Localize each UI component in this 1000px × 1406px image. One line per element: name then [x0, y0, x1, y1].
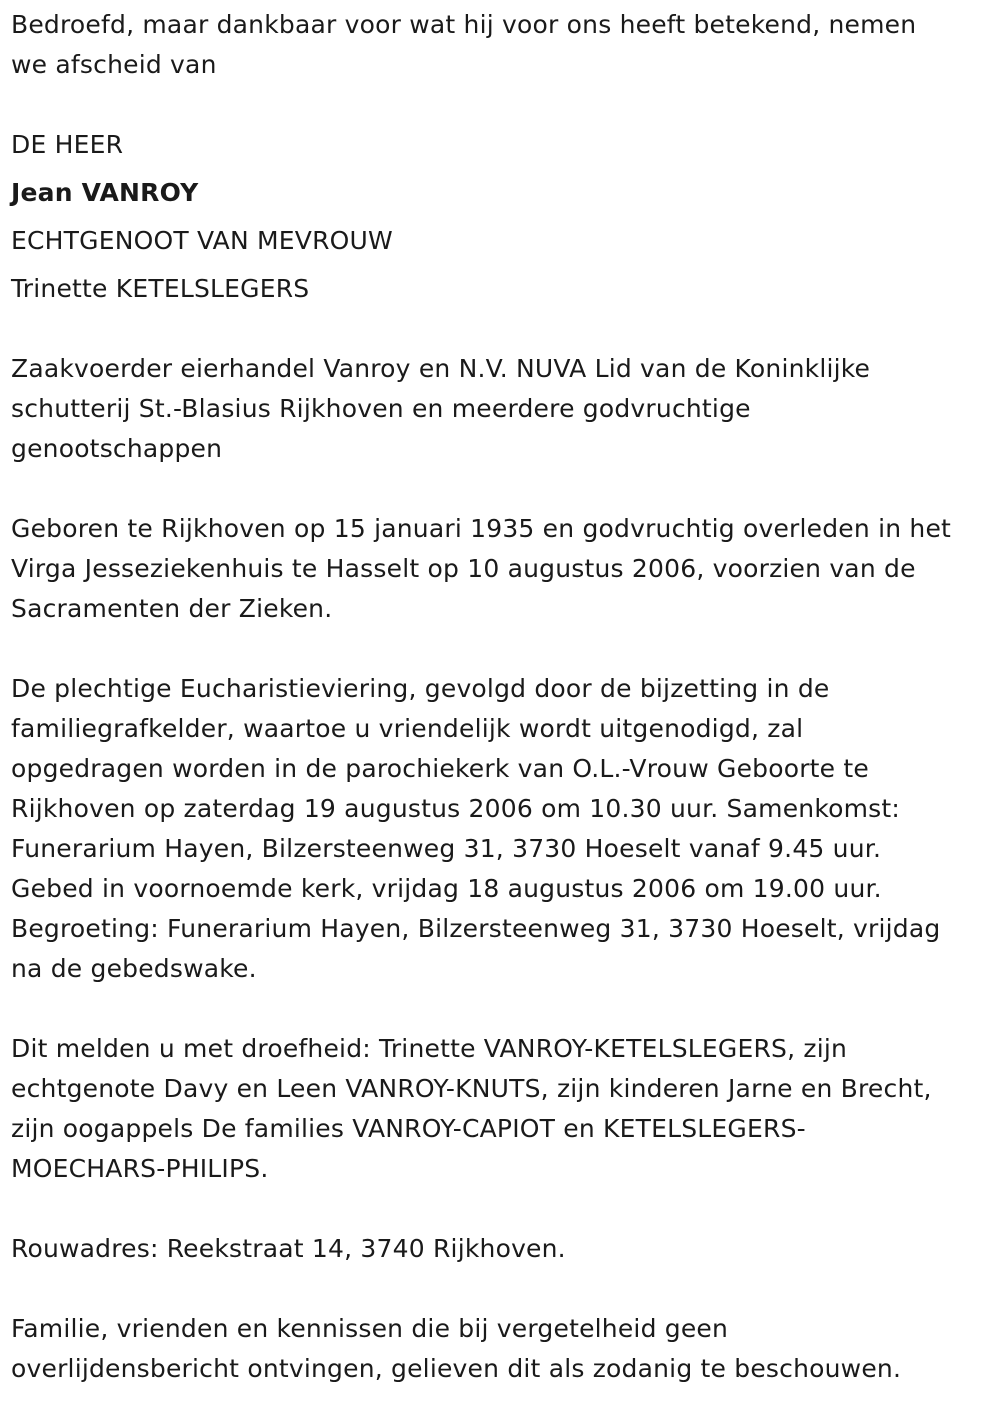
birth-death-line: Virga Jesseziekenhuis te Hasselt op 10 augustus 2006, voorzien van de	[11, 554, 916, 583]
intro-line: we afscheid van	[11, 50, 217, 79]
ceremony-line: familiegrafkelder, waartoe u vriendelijk wordt uitgenodigd, zal	[11, 714, 804, 743]
birth-death-line: Sacramenten der Zieken.	[11, 594, 333, 623]
spouse-label: ECHTGENOOT VAN MEVROUW	[11, 226, 393, 255]
deceased-name: Jean VANROY	[11, 178, 199, 207]
occupation-line: genootschappen	[11, 434, 223, 463]
ceremony-line: Rijkhoven op zaterdag 19 augustus 2006 om 10.30 uur. Samenkomst:	[11, 794, 901, 823]
ceremony-line: opgedragen worden in de parochiekerk van O.L.-Vrouw Geboorte te	[11, 754, 869, 783]
ceremony-line: na de gebedswake.	[11, 954, 257, 983]
ceremony-line: Gebed in voornoemde kerk, vrijdag 18 augustus 2006 om 19.00 uur.	[11, 874, 882, 903]
family-line: zijn oogappels De families VANROY-CAPIOT en KETELSLEGERS-	[11, 1114, 806, 1143]
deceased-title: DE HEER	[11, 130, 124, 159]
family-line: Dit melden u met droefheid: Trinette VANROY-KETELSLEGERS, zijn	[11, 1034, 848, 1063]
family-line: MOECHARS-PHILIPS.	[11, 1154, 269, 1183]
closing-line: overlijdensbericht ontvingen, gelieven dit als zodanig te beschouwen.	[11, 1354, 902, 1383]
ceremony-line: Begroeting: Funerarium Hayen, Bilzersteenweg 31, 3730 Hoeselt, vrijdag	[11, 914, 941, 943]
occupation-line: schutterij St.-Blasius Rijkhoven en meerdere godvruchtige	[11, 394, 751, 423]
occupation-line: Zaakvoerder eierhandel Vanroy en N.V. NUVA Lid van de Koninklijke	[11, 354, 871, 383]
ceremony-line: De plechtige Eucharistieviering, gevolgd door de bijzetting in de	[11, 674, 830, 703]
family-line: echtgenote Davy en Leen VANROY-KNUTS, zijn kinderen Jarne en Brecht,	[11, 1074, 932, 1103]
address-line: Rouwadres: Reekstraat 14, 3740 Rijkhoven.	[11, 1234, 566, 1263]
birth-death-line: Geboren te Rijkhoven op 15 januari 1935 en godvruchtig overleden in het	[11, 514, 952, 543]
spouse-name: Trinette KETELSLEGERS	[11, 274, 310, 303]
intro-line: Bedroefd, maar dankbaar voor wat hij voor ons heeft betekend, nemen	[11, 10, 917, 39]
closing-line: Familie, vrienden en kennissen die bij vergetelheid geen	[11, 1314, 729, 1343]
ceremony-line: Funerarium Hayen, Bilzersteenweg 31, 3730 Hoeselt vanaf 9.45 uur.	[11, 834, 882, 863]
